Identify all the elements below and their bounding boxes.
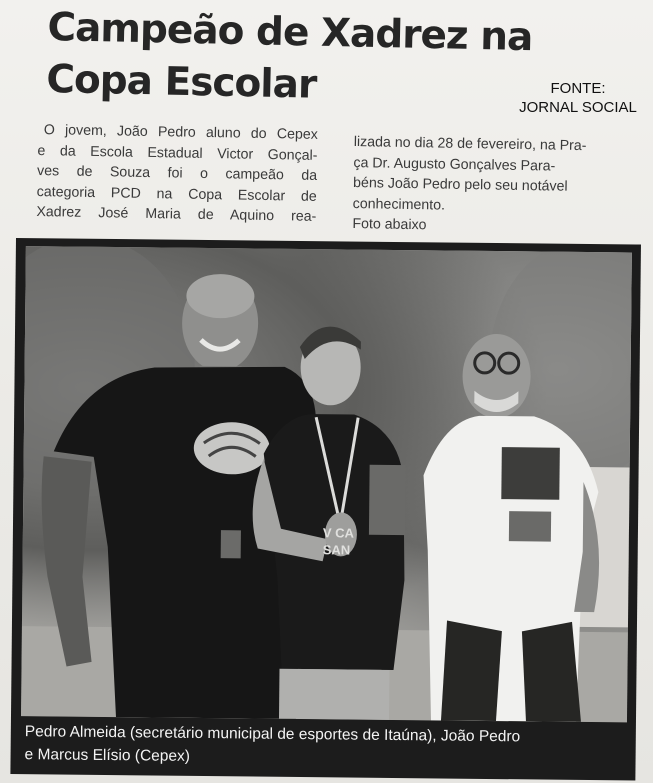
headline-line-2: Copa Escolar [45, 56, 317, 108]
body-line: categoria PCD na Copa Escolar de [36, 183, 317, 205]
body-line: lizada no dia 28 de fevereiro, na Pra- [353, 133, 587, 155]
body-line: O jovem, João Pedro aluno do Cepex [43, 122, 318, 143]
shirt-text: V CA [322, 525, 355, 541]
body-line: ça Dr. Augusto Gonçalves Para- [353, 154, 556, 175]
body-line: Xadrez José Maria de Aquino rea- [36, 203, 317, 225]
body-line: béns João Pedro pelo seu notável [352, 174, 568, 195]
source-name: JORNAL SOCIAL [519, 99, 637, 116]
body-line: e da Escola Estadual Victor Gonçal- [37, 142, 318, 164]
body-column-1 [36, 120, 318, 227]
caption-line-2: e Marcus Elísio (Cepex) [24, 746, 191, 765]
shirt-text: SAN [322, 542, 351, 558]
body-line: ves de Souza foi o campeão da [36, 162, 318, 184]
photo-frame [10, 238, 641, 781]
caption-line-1: Pedro Almeida (secretário municipal de esportes de Itaúna), João Pedro [24, 723, 521, 746]
body-column-2 [352, 132, 616, 239]
photo-caption [24, 720, 624, 772]
photo-illustration [21, 246, 632, 722]
headline-line-1: Campeão de Xadrez na [46, 4, 533, 61]
news-photo [21, 246, 632, 722]
source-label: FONTE: [550, 80, 606, 97]
source-credit [508, 79, 648, 117]
body-line: conhecimento. [352, 195, 446, 214]
headline [46, 2, 548, 116]
body-line: Foto abaixo [352, 215, 427, 234]
